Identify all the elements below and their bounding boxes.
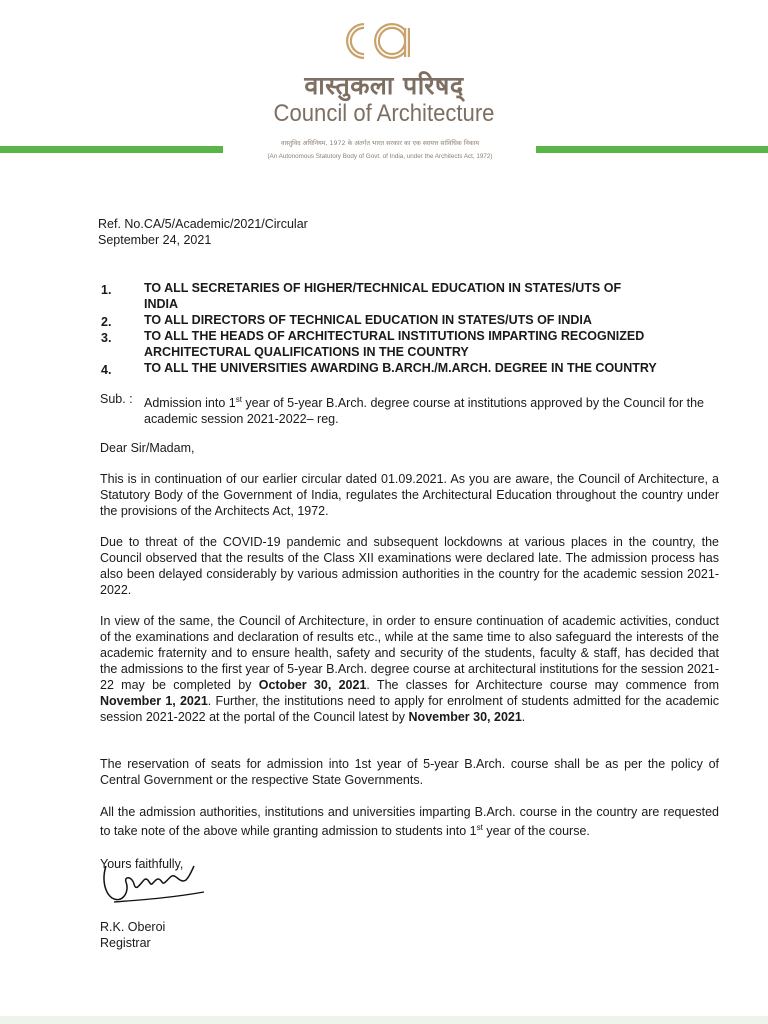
recipient-number: 1. <box>101 283 112 297</box>
recipient-number: 3. <box>101 331 112 345</box>
page-footer-band <box>0 1016 768 1024</box>
hindi-subtitle: वास्तुविद अधिनियम, 1972 के अंतर्गत भारत सरकार का एक स्वायत्त सांविधिक निकाय <box>281 140 479 147</box>
recipient-number: 2. <box>101 315 112 329</box>
paragraph-4: The reservation of seats for admission into 1st year of 5-year B.Arch. course shall be as per the policy of Central Government or the respective State Governments. <box>100 757 719 787</box>
paragraph-part: . Further, the institutions need to apply for enrolment of students admitted for the academic session 2021-2022 at the portal of the Council latest by <box>100 694 719 724</box>
recipient-line: ARCHITECTURAL QUALIFICATIONS IN THE COUNTRY <box>144 345 469 359</box>
subject-superscript: st <box>235 395 242 404</box>
paragraph-part: In view of the same, the Council of Architecture, in order to ensure continuation of academic activities, conduct of the examinations and declaration of results etc., while at the same time to also safeguard the interests of the academic fraternity and to ensure health, safety and security of the students, faculty & staff, has decided that the admissions to the first year of 5-year B.Arch. degree course at architectural institutions for the session 2021-22 may be completed by <box>100 614 719 692</box>
paragraph-superscript: st <box>476 823 483 832</box>
hindi-council-name: वास्तुकला परिषद् <box>304 71 464 100</box>
english-council-name: Council of Architecture <box>273 100 495 127</box>
subject-label: Sub. : <box>100 392 133 406</box>
signatory-name: R.K. Oberoi <box>100 920 166 934</box>
recipient-number: 4. <box>101 363 112 377</box>
paragraph-part: All the admission authorities, institutions and universities imparting B.Arch. course in the country are requested to take note of the above while granting admission to students into 1 <box>100 805 719 839</box>
recipient-line: INDIA <box>144 297 179 311</box>
recipient-line: TO ALL SECRETARIES OF HIGHER/TECHNICAL EDUCATION IN STATES/UTS OF <box>144 281 622 295</box>
deadline-date: October 30, 2021 <box>258 678 367 692</box>
english-subtitle: (An Autonomous Statutory Body of Govt. of India, under the Architects Act, 1972) <box>267 153 493 160</box>
header-rule-left <box>0 146 223 153</box>
recipient-line: TO ALL THE HEADS OF ARCHITECTURAL INSTITUTIONS IMPARTING RECOGNIZED <box>144 329 645 343</box>
subject-text <box>144 392 720 427</box>
header-rule-right <box>536 146 768 153</box>
paragraph-part: . <box>521 710 526 724</box>
signature-icon <box>100 862 210 914</box>
council-logo-icon <box>334 16 434 66</box>
paragraph-2: Due to threat of the COVID-19 pandemic and subsequent lockdowns at various places in the country, the Council observed that the results of the Class XII examinations were declared late. The admission process has also been delayed considerably by various admission authorities in the country for the academic session 2021-2022. <box>100 535 719 597</box>
salutation: Dear Sir/Madam, <box>100 441 195 455</box>
letterhead <box>0 0 768 170</box>
paragraph-3 <box>100 613 719 725</box>
signatory-designation: Registrar <box>100 936 151 950</box>
paragraph-part: . The classes for Architecture course may commence from <box>366 678 719 692</box>
letter-date: September 24, 2021 <box>98 233 212 247</box>
recipient-line: TO ALL THE UNIVERSITIES AWARDING B.ARCH./M.ARCH. DEGREE IN THE COUNTRY <box>144 361 657 375</box>
subject-part: year of 5-year B.Arch. degree course at institutions approved by the Council for the academic session 2021-2022– reg. <box>144 396 705 427</box>
reference-number: Ref. No.CA/5/Academic/2021/Circular <box>98 217 308 231</box>
commencement-date: November 1, 2021 <box>100 694 208 708</box>
enrolment-deadline: November 30, 2021 <box>408 710 522 724</box>
subject-part: Admission into 1 <box>144 396 236 411</box>
paragraph-5 <box>100 804 719 839</box>
paragraph-part: year of the course. <box>482 824 590 839</box>
closing: Yours faithfully, <box>100 857 184 871</box>
paragraph-1: This is in continuation of our earlier circular dated 01.09.2021. As you are aware, the Council of Architecture, a Statutory Body of the Government of India, regulates the Architectural Education throughout the country under the provisions of the Architects Act, 1972. <box>100 472 719 518</box>
recipient-line: TO ALL DIRECTORS OF TECHNICAL EDUCATION IN STATES/UTS OF INDIA <box>144 313 592 327</box>
